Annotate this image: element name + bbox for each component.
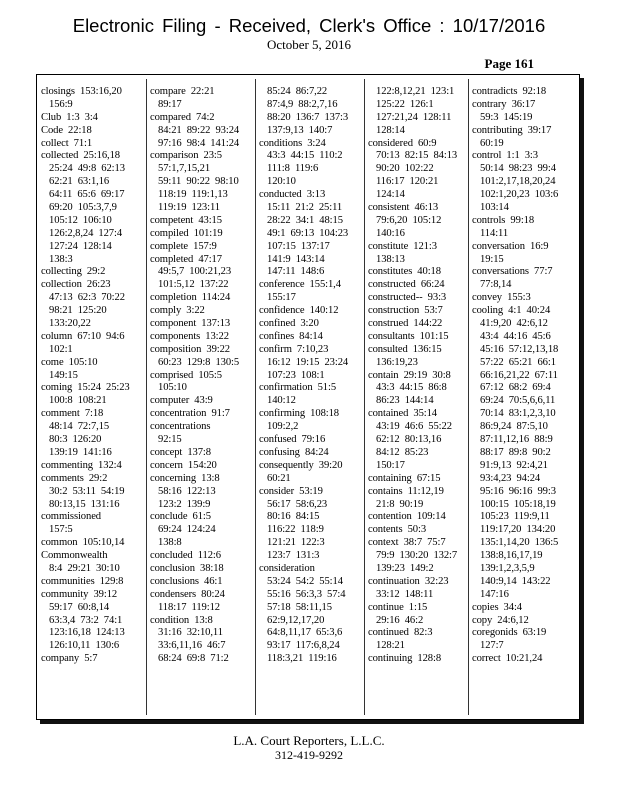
index-entry: concerning 13:8 — [150, 472, 220, 484]
index-entry-continuation: 107:23 108:1 — [267, 369, 325, 381]
index-entry: common 105:10,14 — [41, 537, 125, 549]
index-entry-continuation: 33:6,11,16 46:7 — [158, 640, 226, 652]
index-entry: conference 155:1,4 — [259, 279, 341, 291]
index-entry: concern 154:20 — [150, 459, 217, 471]
index-entry-continuation: 100:8 108:21 — [49, 395, 107, 407]
index-entry-continuation: 16:12 19:15 23:24 — [267, 356, 349, 368]
index-entry: confidence 140:12 — [259, 305, 339, 317]
index-entry: comments 29:2 — [41, 472, 108, 484]
index-entry-continuation: 95:16 96:16 99:3 — [480, 485, 556, 497]
index-entry-continuation: 60:21 — [267, 472, 291, 484]
index-entry-continuation: 21:8 90:19 — [376, 498, 424, 510]
index-entry-continuation: 90:20 102:22 — [376, 163, 434, 175]
index-entry: coming 15:24 25:23 — [41, 382, 130, 394]
index-entry: confirm 7:10,23 — [259, 343, 329, 355]
index-entry: conversations 77:7 — [472, 266, 553, 278]
index-entry-continuation: 123:16,18 124:13 — [49, 627, 125, 639]
index-entry: coregonids 63:19 — [472, 627, 547, 639]
index-entry-continuation: 128:14 — [376, 124, 405, 136]
index-entry: Code 22:18 — [41, 124, 92, 136]
index-entry-continuation: 43:3 44:15 110:2 — [267, 150, 343, 162]
index-entry: commissioned — [41, 511, 102, 523]
index-entry-continuation: 103:14 — [480, 202, 509, 214]
index-entry: comply 3:22 — [150, 305, 205, 317]
index-entry: contradicts 92:18 — [472, 86, 547, 97]
index-entry-continuation: 102:1 — [49, 343, 73, 355]
index-entry-continuation: 45:16 57:12,13,18 — [480, 343, 559, 355]
index-entry-continuation: 118:17 119:12 — [158, 601, 220, 613]
index-entry: contained 35:14 — [368, 408, 438, 420]
index-entry: communities 129:8 — [41, 575, 124, 587]
index-entry-continuation: 79:6,20 105:12 — [376, 214, 442, 226]
index-entry-continuation: 80:13,15 131:16 — [49, 498, 120, 510]
index-entry: consideration — [259, 562, 315, 574]
index-entry-continuation: 62:21 63:1,16 — [49, 176, 110, 188]
index-entry-continuation: 88:17 89:8 90:2 — [480, 446, 551, 458]
index-entry-continuation: 122:8,12,21 123:1 — [376, 86, 455, 97]
index-entry: come 105:10 — [41, 356, 98, 368]
index-entry-continuation: 15:11 21:2 25:11 — [267, 202, 343, 214]
index-entry-continuation: 91:9,13 92:4,21 — [480, 459, 548, 471]
index-entry-continuation: 147:11 148:6 — [267, 266, 325, 278]
index-entry: closings 153:16,20 — [41, 86, 122, 97]
index-entry: consider 53:19 — [259, 485, 323, 497]
index-entry-continuation: 29:16 46:2 — [376, 614, 424, 626]
index-entry-continuation: 25:24 49:8 62:13 — [49, 163, 125, 175]
column-divider — [146, 79, 147, 715]
index-entry: control 1:1 3:3 — [472, 150, 538, 162]
index-entry-continuation: 116:17 120:21 — [376, 176, 439, 188]
index-entry-continuation: 156:9 — [49, 98, 73, 110]
index-entry-continuation: 62:9,12,17,20 — [267, 614, 325, 626]
index-entry: comment 7:18 — [41, 408, 104, 420]
index-entry: completed 47:17 — [150, 253, 222, 265]
index-entry-continuation: 93:17 117:6,8,24 — [267, 640, 340, 652]
index-entry: consultants 101:15 — [368, 330, 449, 342]
index-entry-continuation: 105:23 119:9,11 — [480, 511, 550, 523]
index-entry-continuation: 141:9 143:14 — [267, 253, 325, 265]
index-entry: correct 10:21,24 — [472, 653, 543, 665]
index-entry: confirming 108:18 — [259, 408, 339, 420]
index-entry-continuation: 60:19 — [480, 137, 504, 149]
index-entry-continuation: 19:15 — [480, 253, 504, 265]
index-entry: comprised 105:5 — [150, 369, 222, 381]
index-entry-continuation: 87:11,12,16 88:9 — [480, 434, 553, 446]
index-entry: collected 25:16,18 — [41, 150, 121, 162]
index-entry-continuation: 105:12 106:10 — [49, 214, 112, 226]
index-entry-continuation: 111:8 119:6 — [267, 163, 319, 175]
index-entry-continuation: 41:9,20 42:6,12 — [480, 318, 548, 330]
index-entry: contrary 36:17 — [472, 98, 536, 110]
index-frame — [36, 74, 580, 720]
index-entry-continuation: 80:16 84:15 — [267, 511, 320, 523]
index-column-3 — [259, 86, 363, 666]
index-entry-continuation: 116:22 118:9 — [267, 524, 324, 536]
index-entry-continuation: 102:1,20,23 103:6 — [480, 189, 559, 201]
index-entry: considered 60:9 — [368, 137, 437, 149]
index-entry-continuation: 101:2,17,18,20,24 — [480, 176, 556, 188]
index-entry: Club 1:3 3:4 — [41, 111, 98, 123]
index-entry: contains 11:12,19 — [368, 485, 444, 497]
index-entry-continuation: 118:3,21 119:16 — [267, 653, 337, 665]
index-entry-continuation: 69:24 70:5,6,6,11 — [480, 395, 556, 407]
index-entry: conducted 3:13 — [259, 189, 326, 201]
index-entry-continuation: 69:20 105:3,7,9 — [49, 202, 117, 214]
index-entry-continuation: 140:12 — [267, 395, 296, 407]
index-entry: copy 24:6,12 — [472, 614, 529, 626]
index-entry: community 39:12 — [41, 588, 118, 600]
index-column-5 — [472, 86, 576, 666]
index-entry-continuation: 67:12 68:2 69:4 — [480, 382, 551, 394]
index-entry: concept 137:8 — [150, 446, 211, 458]
index-entry-continuation: 157:5 — [49, 524, 73, 536]
index-entry-continuation: 30:2 53:11 54:19 — [49, 485, 125, 497]
index-entry-continuation: 69:24 124:24 — [158, 524, 216, 536]
index-entry-continuation: 84:12 85:23 — [376, 446, 429, 458]
index-entry-continuation: 135:1,14,20 136:5 — [480, 537, 559, 549]
index-entry-continuation: 150:17 — [376, 459, 405, 471]
index-entry: components 13:22 — [150, 330, 229, 342]
index-entry-continuation: 33:12 148:11 — [376, 588, 434, 600]
index-entry-continuation: 85:24 86:7,22 — [267, 86, 328, 97]
index-entry: containing 67:15 — [368, 472, 441, 484]
index-entry-continuation: 86:9,24 87:5,10 — [480, 421, 548, 433]
index-entry-continuation: 49:1 69:13 104:23 — [267, 227, 349, 239]
index-entry-continuation: 53:24 54:2 55:14 — [267, 575, 343, 587]
index-entry: contention 109:14 — [368, 511, 446, 523]
index-entry: Commonwealth — [41, 550, 108, 562]
index-entry-continuation: 93:4,23 94:24 — [480, 472, 541, 484]
filing-stamp-title: Electronic Filing - Received, Clerk's Office : 10/17/2016 — [72, 15, 546, 36]
index-entry: continue 1:15 — [368, 601, 428, 613]
index-entry-continuation: 119:19 123:11 — [158, 202, 220, 214]
index-entry: consulted 136:15 — [368, 343, 442, 355]
index-entry: confirmation 51:5 — [259, 382, 337, 394]
index-entry: context 38:7 75:7 — [368, 537, 446, 549]
index-entry-continuation: 138:3 — [49, 253, 73, 265]
index-entry: copies 34:4 — [472, 601, 522, 613]
index-entry: construed 144:22 — [368, 318, 443, 330]
index-entry: constitutes 40:18 — [368, 266, 441, 278]
index-entry: constructed 66:24 — [368, 279, 445, 291]
index-entry: construction 53:7 — [368, 305, 443, 317]
index-entry-continuation: 126:2,8,24 127:4 — [49, 227, 123, 239]
index-entry: constitute 121:3 — [368, 240, 437, 252]
index-entry-continuation: 136:19,23 — [376, 356, 418, 368]
index-entry: confusing 84:24 — [259, 446, 329, 458]
index-entry-continuation: 56:17 58:6,23 — [267, 498, 328, 510]
index-entry: contributing 39:17 — [472, 124, 552, 136]
index-entry-continuation: 123:2 139:9 — [158, 498, 211, 510]
footer-phone: 312-419-9292 — [275, 748, 343, 762]
index-entry-continuation: 92:15 — [158, 434, 182, 446]
index-entry-continuation: 59:3 145:19 — [480, 111, 533, 123]
index-entry-continuation: 59:11 90:22 98:10 — [158, 176, 239, 188]
index-entry-continuation: 138:8 — [158, 537, 182, 549]
index-entry-continuation: 98:21 125:20 — [49, 305, 107, 317]
index-entry-continuation: 43:3 44:15 86:8 — [376, 382, 447, 394]
index-entry-continuation: 70:13 82:15 84:13 — [376, 150, 458, 162]
index-entry-continuation: 63:3,4 73:2 74:1 — [49, 614, 123, 626]
index-entry: conclude 61:5 — [150, 511, 211, 523]
index-entry-continuation: 87:4,9 88:2,7,16 — [267, 98, 338, 110]
index-entry: comparison 23:5 — [150, 150, 222, 162]
index-entry-continuation: 100:15 105:18,19 — [480, 498, 556, 510]
index-entry: convey 155:3 — [472, 292, 531, 304]
index-entry: continued 82:3 — [368, 627, 433, 639]
index-entry-continuation: 50:14 98:23 99:4 — [480, 163, 556, 175]
index-entry: commenting 132:4 — [41, 459, 122, 471]
index-entry-continuation: 57:18 58:11,15 — [267, 601, 332, 613]
index-entry-continuation: 139:19 141:16 — [49, 446, 112, 458]
index-entry-continuation: 68:24 69:8 71:2 — [158, 653, 229, 665]
index-entry-continuation: 105:10 — [158, 382, 187, 394]
index-entry-continuation: 147:16 — [480, 588, 509, 600]
column-divider — [468, 79, 469, 715]
index-entry-continuation: 48:14 72:7,15 — [49, 421, 110, 433]
index-column-2 — [150, 86, 254, 666]
index-entry-continuation: 118:19 119:1,13 — [158, 189, 228, 201]
index-entry-continuation: 31:16 32:10,11 — [158, 627, 223, 639]
index-entry-continuation: 139:1,2,3,5,9 — [480, 562, 535, 574]
index-entry: conversation 16:9 — [472, 240, 549, 252]
index-entry-continuation: 123:7 131:3 — [267, 550, 320, 562]
index-entry: continuation 32:23 — [368, 575, 449, 587]
index-entry: composition 39:22 — [150, 343, 231, 355]
index-entry-continuation: 62:12 80:13,16 — [376, 434, 442, 446]
index-entry: confined 3:20 — [259, 318, 319, 330]
index-entry: controls 99:18 — [472, 214, 535, 226]
index-entry-continuation: 155:17 — [267, 292, 296, 304]
index-entry-continuation: 138:13 — [376, 253, 405, 265]
index-entry: competent 43:15 — [150, 214, 222, 226]
index-entry-continuation: 127:24 128:14 — [49, 240, 112, 252]
index-entry: concluded 112:6 — [150, 550, 221, 562]
index-entry: collection 26:23 — [41, 279, 111, 291]
index-entry-continuation: 57:22 65:21 66:1 — [480, 356, 556, 368]
index-entry-continuation: 88:20 136:7 137:3 — [267, 111, 349, 123]
index-entry-continuation: 137:9,13 140:7 — [267, 124, 333, 136]
index-entry: contents 50:3 — [368, 524, 427, 536]
index-entry-continuation: 55:16 56:3,3 57:4 — [267, 588, 346, 600]
index-entry: complete 157:9 — [150, 240, 217, 252]
index-entry-continuation: 47:13 62:3 70:22 — [49, 292, 125, 304]
index-entry-continuation: 101:5,12 137:22 — [158, 279, 229, 291]
index-entry: confines 84:14 — [259, 330, 323, 342]
index-entry: collecting 29:2 — [41, 266, 106, 278]
index-entry-continuation: 70:14 83:1,2,3,10 — [480, 408, 556, 420]
index-entry: concentration 91:7 — [150, 408, 230, 420]
index-entry-continuation: 124:14 — [376, 189, 405, 201]
index-entry: completion 114:24 — [150, 292, 231, 304]
index-entry-continuation: 126:10,11 130:6 — [49, 640, 120, 652]
index-entry: consequently 39:20 — [259, 459, 343, 471]
index-entry-continuation: 60:23 129:8 130:5 — [158, 356, 240, 368]
index-entry-continuation: 79:9 130:20 132:7 — [376, 550, 458, 562]
index-entry-continuation: 114:11 — [480, 227, 509, 239]
index-entry: conclusion 38:18 — [150, 562, 224, 574]
transcript-date: October 5, 2016 — [266, 37, 352, 52]
index-entry-continuation: 57:1,7,15,21 — [158, 163, 211, 175]
index-entry: conditions 3:24 — [259, 137, 326, 149]
index-entry: continuing 128:8 — [368, 653, 442, 665]
index-entry: computer 43:9 — [150, 395, 213, 407]
column-divider — [364, 79, 365, 715]
index-entry-continuation: 121:21 122:3 — [267, 537, 325, 549]
index-entry-continuation: 97:16 98:4 141:24 — [158, 137, 240, 149]
index-entry-continuation: 66:16,21,22 67:11 — [480, 369, 558, 381]
index-entry-continuation: 120:10 — [267, 176, 296, 188]
index-entry-continuation: 84:21 89:22 93:24 — [158, 124, 240, 136]
index-entry-continuation: 119:17,20 134:20 — [480, 524, 556, 536]
index-entry: contain 29:19 30:8 — [368, 369, 451, 381]
index-entry-continuation: 107:15 137:17 — [267, 240, 330, 252]
index-entry: condensers 80:24 — [150, 588, 225, 600]
column-divider — [255, 79, 256, 715]
index-entry-continuation: 64:11 65:6 69:17 — [49, 189, 125, 201]
index-entry-continuation: 28:22 34:1 48:15 — [267, 214, 343, 226]
index-entry: compiled 101:19 — [150, 227, 223, 239]
index-entry: column 67:10 94:6 — [41, 330, 125, 342]
index-entry-continuation: 127:21,24 128:11 — [376, 111, 452, 123]
index-entry-continuation: 139:23 149:2 — [376, 562, 434, 574]
index-entry-continuation: 109:2,2 — [267, 421, 299, 433]
index-entry: component 137:13 — [150, 318, 231, 330]
index-entry-continuation: 43:4 44:16 45:6 — [480, 330, 551, 342]
index-entry-continuation: 49:5,7 100:21,23 — [158, 266, 232, 278]
index-entry-continuation: 43:19 46:6 55:22 — [376, 421, 452, 433]
index-entry: confused 79:16 — [259, 434, 326, 446]
index-column-1 — [41, 86, 145, 666]
index-entry: collect 71:1 — [41, 137, 93, 149]
index-entry-continuation: 149:15 — [49, 369, 78, 381]
page-number: Page 161 — [484, 56, 534, 71]
index-entry-continuation: 64:8,11,17 65:3,6 — [267, 627, 343, 639]
index-entry-continuation: 140:16 — [376, 227, 405, 239]
index-entry: conclusions 46:1 — [150, 575, 223, 587]
index-entry: condition 13:8 — [150, 614, 213, 626]
index-entry: concentrations — [150, 421, 211, 433]
index-entry-continuation: 77:8,14 — [480, 279, 512, 291]
index-entry-continuation: 140:9,14 143:22 — [480, 575, 551, 587]
footer-company: L.A. Court Reporters, L.L.C. — [233, 733, 385, 748]
index-entry-continuation: 138:8,16,17,19 — [480, 550, 543, 562]
index-entry-continuation: 127:7 — [480, 640, 504, 652]
index-entry-continuation: 128:21 — [376, 640, 405, 652]
index-entry-continuation: 80:3 126:20 — [49, 434, 102, 446]
index-entry-continuation: 8:4 29:21 30:10 — [49, 562, 120, 574]
index-entry-continuation: 133:20,22 — [49, 318, 91, 330]
index-entry-continuation: 89:17 — [158, 98, 182, 110]
index-entry: consistent 46:13 — [368, 202, 439, 214]
index-entry-continuation: 86:23 144:14 — [376, 395, 434, 407]
index-entry: compare 22:21 — [150, 86, 215, 97]
index-entry: cooling 4:1 40:24 — [472, 305, 551, 317]
index-column-4 — [368, 86, 472, 666]
index-entry: constructed-- 93:3 — [368, 292, 447, 304]
index-entry-continuation: 59:17 60:8,14 — [49, 601, 110, 613]
index-entry: company 5:7 — [41, 653, 98, 665]
index-entry: compared 74:2 — [150, 111, 215, 123]
index-entry-continuation: 58:16 122:13 — [158, 485, 216, 497]
index-entry-continuation: 125:22 126:1 — [376, 98, 434, 110]
